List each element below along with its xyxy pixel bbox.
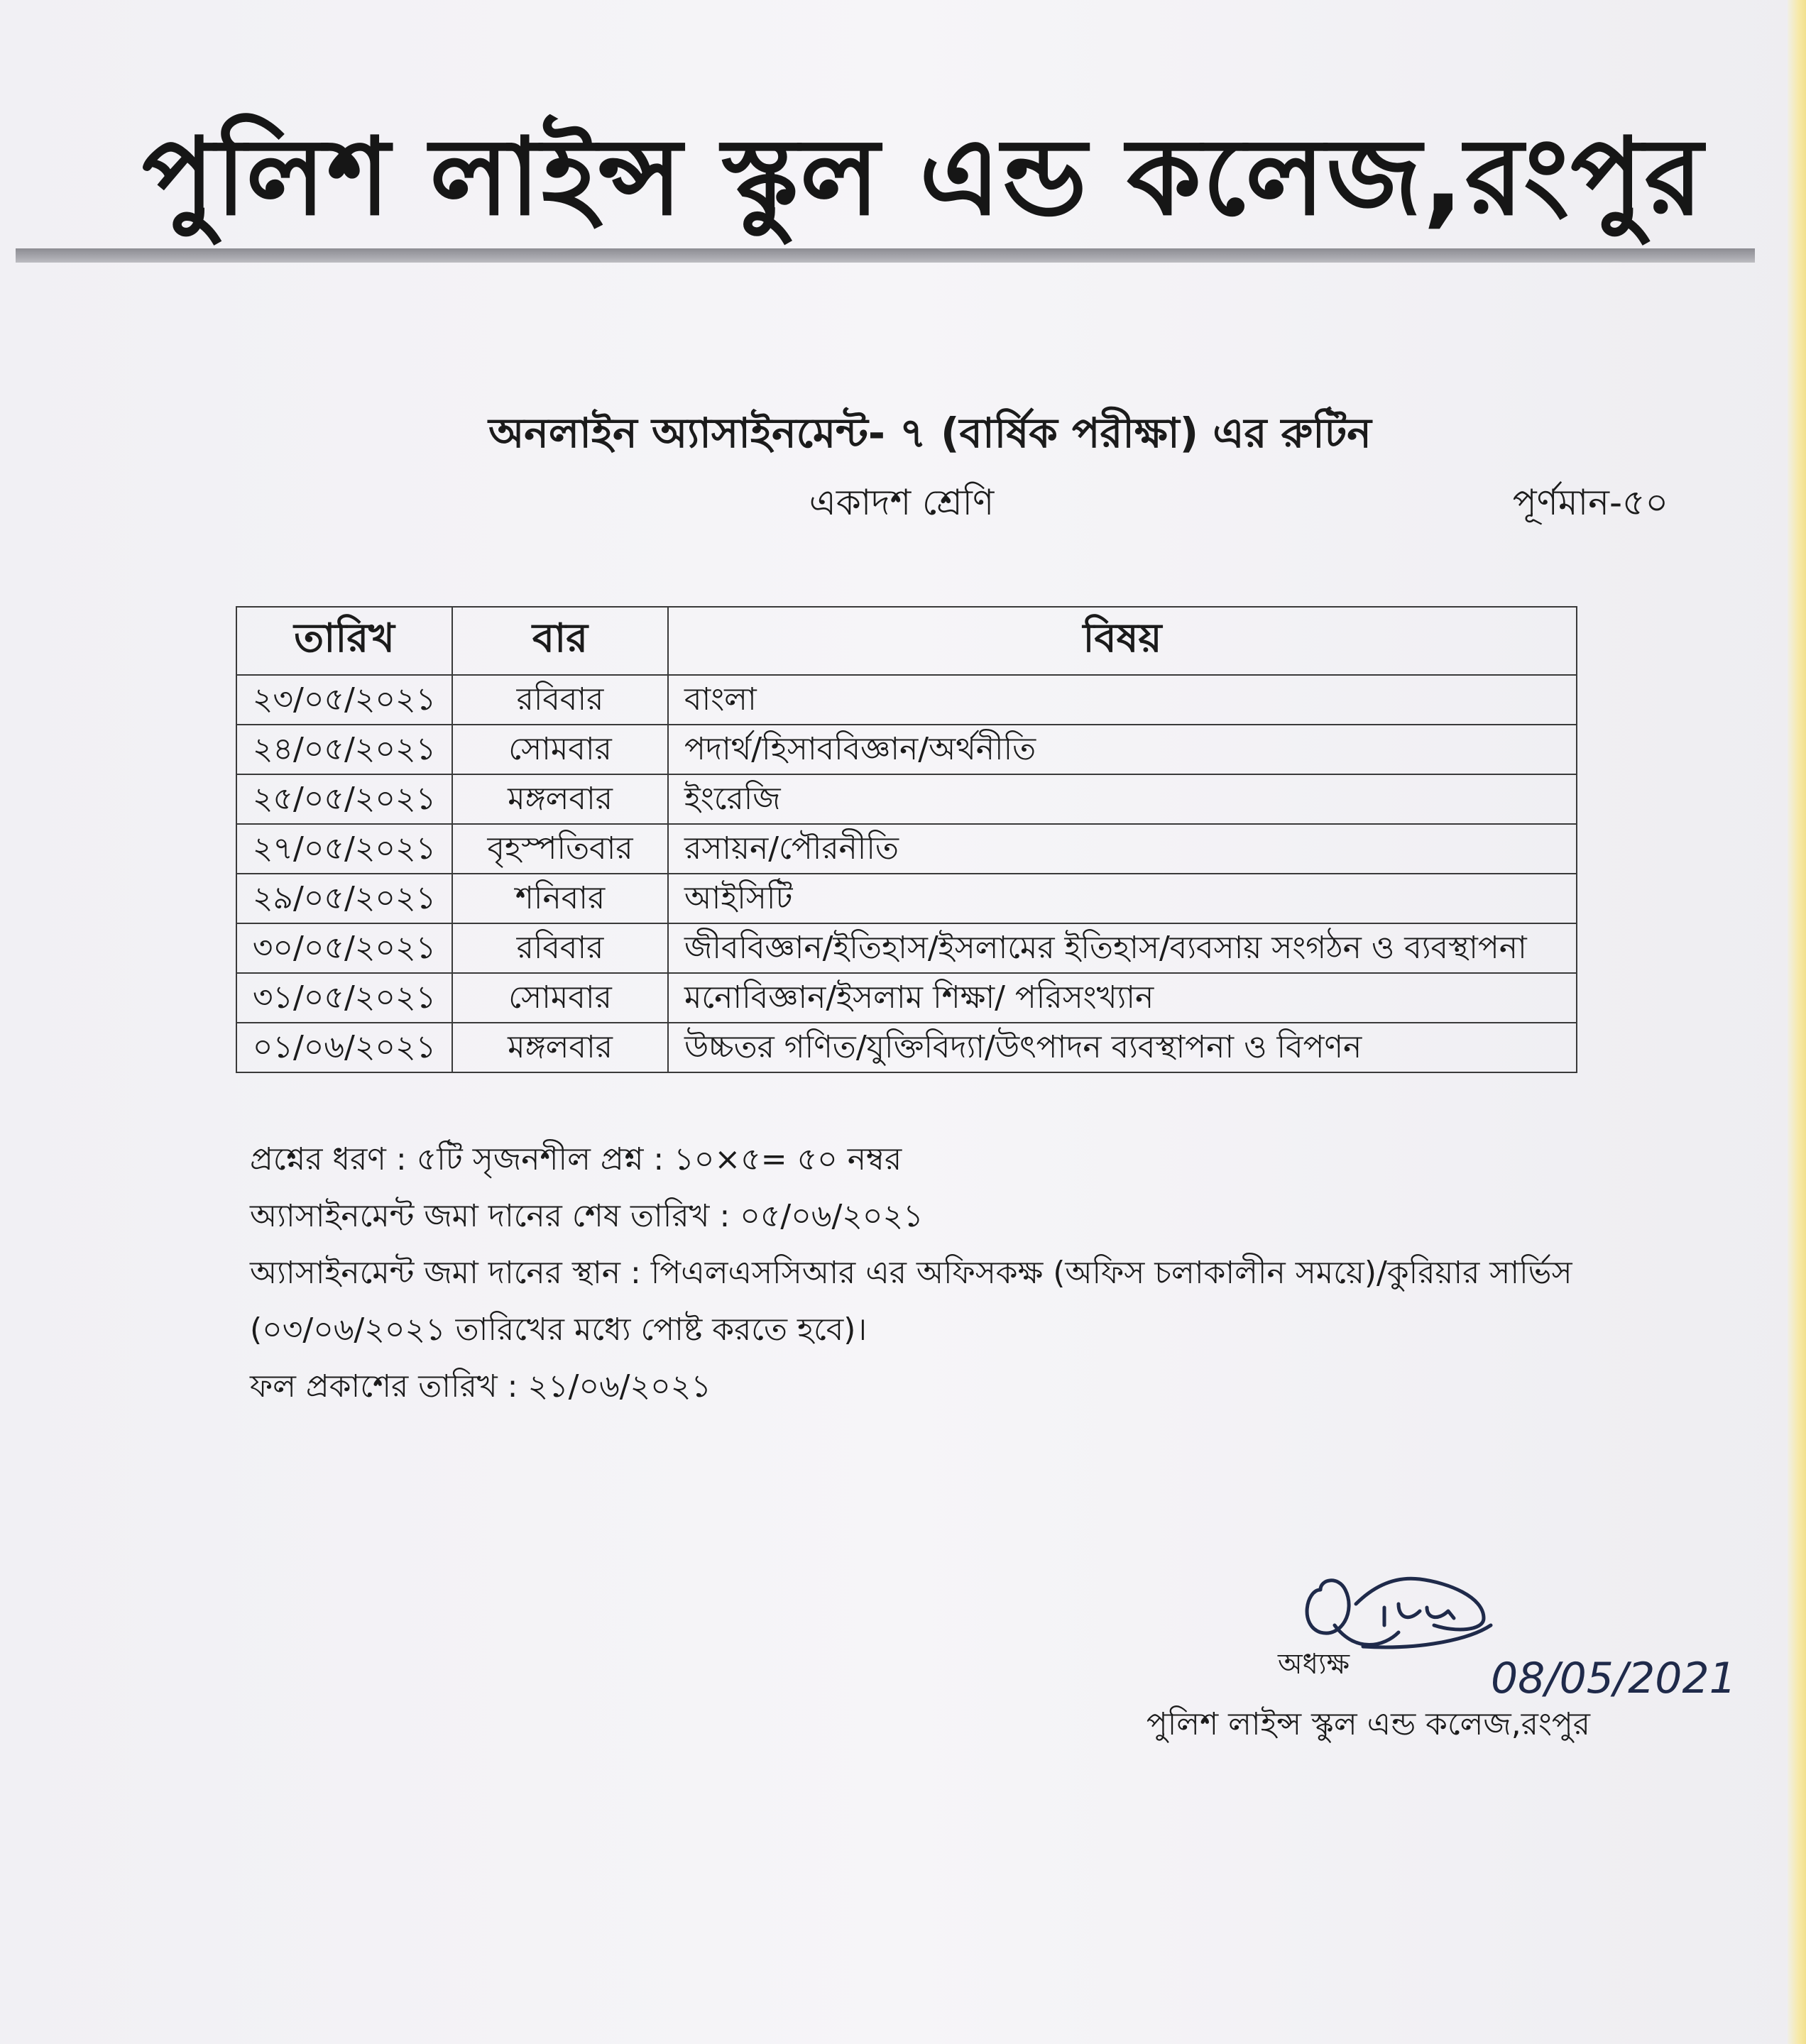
notes-block (250, 1131, 1641, 1415)
cell-day: সোমবার (452, 973, 668, 1023)
table-row (236, 874, 1577, 923)
note-courier-deadline: (০৩/০৬/২০২১ তারিখের মধ্যে পোষ্ট করতে হবে)। (250, 1312, 868, 1348)
cell-subject: মনোবিজ্ঞান/ইসলাম শিক্ষা/ পরিসংখ্যান (668, 973, 1577, 1023)
cell-date: ৩০/০৫/২০২১ (236, 923, 452, 973)
header-day: বার (452, 607, 668, 675)
cell-date: ২৪/০৫/২০২১ (236, 725, 452, 774)
cell-date: ০১/০৬/২০২১ (236, 1023, 452, 1072)
cell-date: ২৫/০৫/২০২১ (236, 774, 452, 824)
routine-title: অনলাইন অ্যাসাইনমেন্ট- ৭ (বার্ষিক পরীক্ষা) এর রুটিন (488, 409, 1372, 457)
table-row (236, 973, 1577, 1023)
table-row (236, 923, 1577, 973)
full-marks: পূর্ণমান-৫০ (1512, 482, 1668, 523)
class-name: একাদশ শ্রেণি (809, 482, 995, 523)
cell-subject: ইংরেজি (668, 774, 1577, 824)
cell-day: মঙ্গলবার (452, 1023, 668, 1072)
note-submission-deadline: অ্যাসাইনমেন্ট জমা দানের শেষ তারিখ : ০৫/০৬/২০২১ (250, 1198, 924, 1234)
note-question-type: প্রশ্নের ধরণ : ৫টি সৃজনশীল প্রশ্ন : ১০×৫= ৫০ নম্বর (250, 1141, 902, 1177)
table-row (236, 774, 1577, 824)
routine-table (236, 606, 1577, 1073)
cell-subject: আইসিটি (668, 874, 1577, 923)
table-row (236, 1023, 1577, 1072)
cell-date: ৩১/০৫/২০২১ (236, 973, 452, 1023)
cell-day: রবিবার (452, 923, 668, 973)
note-result-date: ফল প্রকাশের তারিখ : ২১/০৬/২০২১ (250, 1368, 711, 1405)
header-rule (16, 248, 1755, 263)
cell-date: ২৩/০৫/২০২১ (236, 675, 452, 725)
cell-subject: বাংলা (668, 675, 1577, 725)
cell-day: মঙ্গলবার (452, 774, 668, 824)
cell-subject: উচ্চতর গণিত/যুক্তিবিদ্যা/উৎপাদন ব্যবস্থাপনা ও বিপণন (668, 1023, 1577, 1072)
cell-day: সোমবার (452, 725, 668, 774)
note-submission-place: অ্যাসাইনমেন্ট জমা দানের স্থান : পিএলএসসিআর এর অফিসকক্ষ (অফিস চলাকালীন সময়ে)/কুরিয়ার সার্ভিস (250, 1255, 1572, 1291)
handwritten-date: 08/05/2021 (1491, 1654, 1736, 1703)
header-subject: বিষয় (668, 607, 1577, 675)
cell-date: ২৭/০৫/২০২১ (236, 824, 452, 874)
table-header-row (236, 607, 1577, 675)
paper-edge (1788, 0, 1806, 2044)
school-title: পুলিশ লাইন্স স্কুল এন্ড কলেজ,রংপুর (142, 116, 1704, 239)
table-row (236, 725, 1577, 774)
cell-day: শনিবার (452, 874, 668, 923)
cell-day: রবিবার (452, 675, 668, 725)
cell-day: বৃহস্পতিবার (452, 824, 668, 874)
cell-date: ২৯/০৫/২০২১ (236, 874, 452, 923)
principal-label: অধ্যক্ষ (1278, 1648, 1350, 1681)
table-row (236, 675, 1577, 725)
header-date: তারিখ (236, 607, 452, 675)
table-row (236, 824, 1577, 874)
cell-subject: পদার্থ/হিসাববিজ্ঞান/অর্থনীতি (668, 725, 1577, 774)
signature-school-name: পুলিশ লাইন্স স্কুল এন্ড কলেজ,রংপুর (1146, 1706, 1590, 1742)
cell-subject: রসায়ন/পৌরনীতি (668, 824, 1577, 874)
cell-subject: জীববিজ্ঞান/ইতিহাস/ইসলামের ইতিহাস/ব্যবসায় সংগঠন ও ব্যবস্থাপনা (668, 923, 1577, 973)
